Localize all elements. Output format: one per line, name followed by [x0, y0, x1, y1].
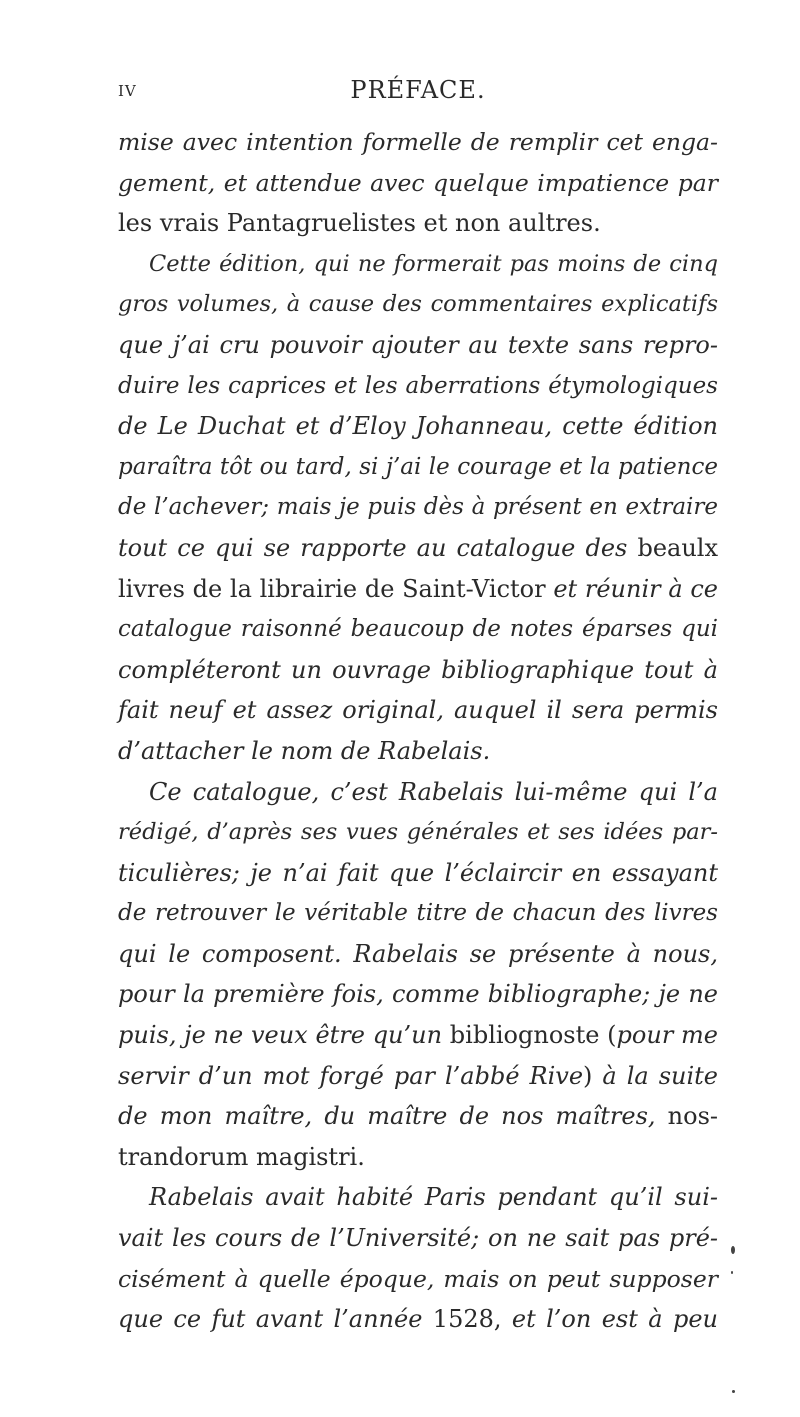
text-span: ( — [599, 1021, 617, 1050]
text-line — [118, 447, 718, 488]
text-span: et l’on est à peu — [511, 1305, 718, 1334]
text-span: nos- — [667, 1102, 718, 1131]
text-line — [118, 731, 718, 772]
text-span: et réunir à ce — [553, 574, 718, 603]
text-span: gement, et attendue avec quelque impatience par — [118, 168, 718, 197]
text-line — [118, 1259, 718, 1300]
ink-speck — [731, 1246, 735, 1254]
text-span: rédigé, d’après ses vues générales et ses idées par- — [118, 819, 718, 846]
text-line — [118, 974, 718, 1015]
text-line — [118, 1137, 718, 1178]
text-line — [118, 244, 718, 285]
text-line — [118, 609, 718, 650]
text-span: vait les cours de l’Université; on ne sait pas pré- — [118, 1224, 718, 1253]
text-span: gros volumes, à cause des commentaires explicatifs — [118, 291, 718, 318]
text-line — [118, 650, 718, 691]
text-span: cisément à quelle époque, mais on peut supposer — [118, 1264, 718, 1293]
text-line — [118, 528, 718, 569]
text-span: de l’achever; mais je puis dès à présent en extraire — [118, 494, 718, 521]
text-span: paraîtra tôt ou tard, si j’ai le courage et la patience — [118, 453, 718, 480]
text-span: puis, je ne veux être qu’un — [118, 1021, 450, 1050]
text-span: Rabelais avait habité Paris pendant qu’il sui- — [149, 1183, 718, 1212]
text-line — [118, 812, 718, 853]
text-span: bibliognoste — [449, 1021, 600, 1050]
text-line — [118, 1218, 718, 1259]
text-span: duire les caprices et les aberrations étymologiques — [118, 372, 718, 399]
text-line — [118, 122, 718, 163]
ink-speck — [732, 1390, 735, 1393]
text-line — [118, 569, 718, 610]
text-line — [118, 1177, 718, 1218]
text-span: qui le composent. Rabelais se présente à nous, — [118, 939, 718, 968]
text-span: trandorum magistri. — [118, 1142, 365, 1171]
text-span: de Le Duchat et d’Eloy Johanneau, cette édition — [118, 412, 718, 441]
text-line — [118, 1096, 718, 1137]
text-span: mise avec intention formelle de remplir cet enga- — [118, 128, 718, 156]
text-span: tout ce qui se rapporte au catalogue des — [118, 533, 638, 562]
text-span: Cette édition, qui ne formerait pas moins de cinq — [149, 250, 718, 277]
text-span: servir d’un mot forgé par l’abbé Rive — [118, 1061, 584, 1090]
text-line — [118, 406, 718, 447]
text-span: catalogue raisonné beaucoup de notes éparses qui — [118, 616, 718, 643]
text-line — [118, 893, 718, 934]
text-span: que ce fut avant l’année — [118, 1305, 433, 1334]
text-line — [118, 934, 718, 975]
text-line — [118, 487, 718, 528]
text-span: , — [493, 1305, 512, 1334]
text-span: beaulx — [637, 533, 718, 562]
text-span: que j’ai cru pouvoir ajouter au texte sans repro- — [118, 330, 718, 359]
page-number: IV — [118, 82, 137, 100]
text-line — [118, 690, 718, 731]
text-line — [118, 1299, 718, 1340]
text-span: ) — [583, 1061, 603, 1090]
text-line — [118, 203, 718, 244]
text-span: de retrouver le véritable titre de chacun des livres — [118, 900, 718, 927]
text-line — [118, 1056, 718, 1097]
text-span: à la suite — [602, 1061, 718, 1090]
text-span: les vrais Pantagruelistes et non aultres. — [118, 209, 601, 238]
text-span: d’attacher le nom de Rabelais. — [118, 736, 491, 765]
running-head: PRÉFACE. — [350, 76, 486, 104]
text-line — [118, 163, 718, 204]
text-span: fait neuf et assez original, auquel il sera permis — [118, 696, 718, 725]
ink-speck — [731, 1271, 733, 1274]
text-line — [118, 1015, 718, 1056]
page-header — [118, 76, 718, 106]
text-span: compléteront un ouvrage bibliographique tout à — [118, 655, 718, 684]
text-span: pour me — [616, 1021, 718, 1050]
text-line — [118, 772, 718, 813]
text-span: de mon maître, du maître de nos maîtres, — [118, 1102, 668, 1131]
text-line — [118, 366, 718, 407]
text-line — [118, 853, 718, 894]
text-line — [118, 325, 718, 366]
text-line — [118, 284, 718, 325]
text-span: livres de la librairie de Saint-Victor — [118, 574, 554, 603]
text-span: Ce catalogue, c’est Rabelais lui-même qui l’a — [149, 777, 718, 806]
body-text — [118, 122, 718, 1340]
text-span: pour la première fois, comme bibliographe; je ne — [118, 980, 718, 1009]
text-span: 1528 — [432, 1305, 494, 1334]
text-span: ticulières; je n’ai fait que l’éclaircir en essayant — [118, 858, 718, 887]
